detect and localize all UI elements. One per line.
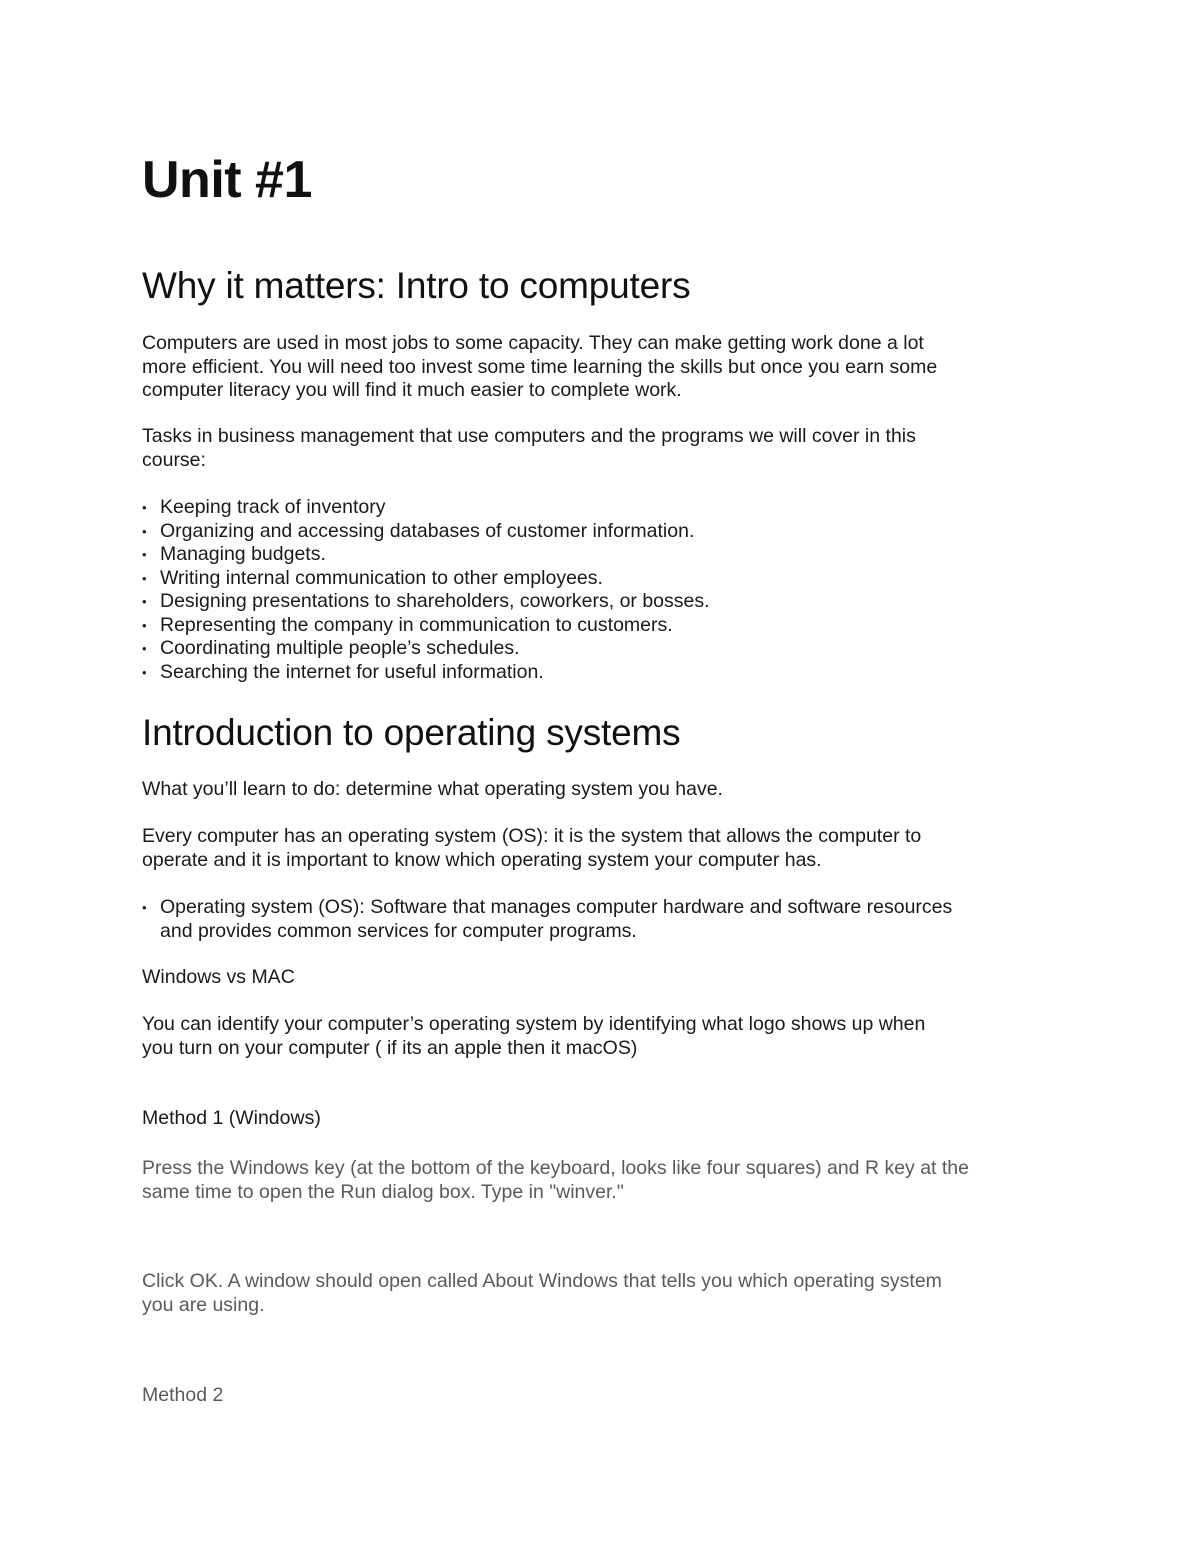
- tasks-paragraph: [142, 425, 916, 472]
- bullet-icon: •: [142, 500, 147, 515]
- list-item: [142, 896, 952, 943]
- bullet-icon: •: [142, 900, 147, 915]
- text-line: Operating system (OS): Software that manages computer hardware and software resources: [160, 896, 953, 918]
- list-item: [142, 590, 710, 614]
- windows-vs-mac-label: Windows vs MAC: [142, 966, 295, 988]
- text-line: You can identify your computer’s operating system by identifying what logo shows up when: [142, 1013, 926, 1035]
- identify-paragraph: [142, 1013, 925, 1060]
- tasks-list: [142, 496, 710, 684]
- text-line: Computers are used in most jobs to some capacity. They can make getting work done a lot: [142, 332, 924, 354]
- list-item-text: Writing internal communication to other employees.: [160, 566, 603, 589]
- os-definition-list: [142, 896, 952, 943]
- bullet-icon: •: [142, 664, 147, 680]
- list-item: [142, 496, 710, 520]
- text-line: operate and it is important to know which operating system your computer has.: [142, 848, 822, 871]
- bullet-icon: •: [142, 641, 147, 656]
- method-1-instructions: [142, 1157, 969, 1204]
- section-heading-intro-computers: Why it matters: Intro to computers: [142, 265, 691, 306]
- list-item-text: Designing presentations to shareholders, coworkers, or bosses.: [160, 590, 710, 612]
- learn-objective: What you’ll learn to do: determine what operating system you have.: [142, 778, 723, 800]
- text-line: Tasks in business management that use computers and the programs we will cover in this: [142, 425, 916, 447]
- bullet-icon: •: [142, 547, 147, 562]
- bullet-icon: •: [142, 617, 147, 633]
- list-item: [142, 543, 710, 567]
- method-2-label: Method 2: [142, 1384, 224, 1406]
- text-line: Press the Windows key (at the bottom of the keyboard, looks like four squares) and R key at the: [142, 1157, 969, 1179]
- text-line: Click OK. A window should open called About Windows that tells you which operating system: [142, 1270, 942, 1292]
- list-item-text: Organizing and accessing databases of customer information.: [160, 519, 695, 542]
- page-title: Unit #1: [142, 151, 312, 209]
- text-line: Every computer has an operating system (OS): it is the system that allows the computer to: [142, 825, 922, 847]
- section-heading-operating-systems: Introduction to operating systems: [142, 712, 681, 753]
- intro-paragraph: [142, 332, 937, 403]
- list-item: [142, 614, 710, 638]
- list-item-text: Searching the internet for useful information.: [160, 660, 544, 683]
- list-item-text: Coordinating multiple people’s schedules.: [160, 637, 520, 659]
- text-line: computer literacy you will find it much easier to complete work.: [142, 379, 682, 401]
- bullet-icon: •: [142, 570, 147, 586]
- text-line: same time to open the Run dialog box. Type in "winver.": [142, 1180, 624, 1203]
- text-line: you are using.: [142, 1293, 265, 1316]
- list-item-text: Representing the company in communication to customers.: [160, 613, 673, 636]
- click-ok-instructions: [142, 1270, 942, 1317]
- list-item: [142, 567, 710, 591]
- list-item-text: Managing budgets.: [160, 543, 326, 565]
- bullet-icon: •: [142, 594, 147, 609]
- text-line: you turn on your computer ( if its an apple then it macOS): [142, 1036, 638, 1059]
- os-paragraph: [142, 825, 921, 872]
- list-item: [142, 520, 710, 544]
- method-1-label: Method 1 (Windows): [142, 1107, 321, 1129]
- text-line: more efficient. You will need too invest some time learning the skills but once you earn some: [142, 355, 938, 378]
- text-line: course:: [142, 448, 206, 471]
- bullet-icon: •: [142, 523, 147, 539]
- list-item-text: Keeping track of inventory: [160, 496, 386, 518]
- list-item: [142, 661, 710, 685]
- list-item: [142, 637, 710, 661]
- text-line: and provides common services for computer programs.: [160, 919, 637, 942]
